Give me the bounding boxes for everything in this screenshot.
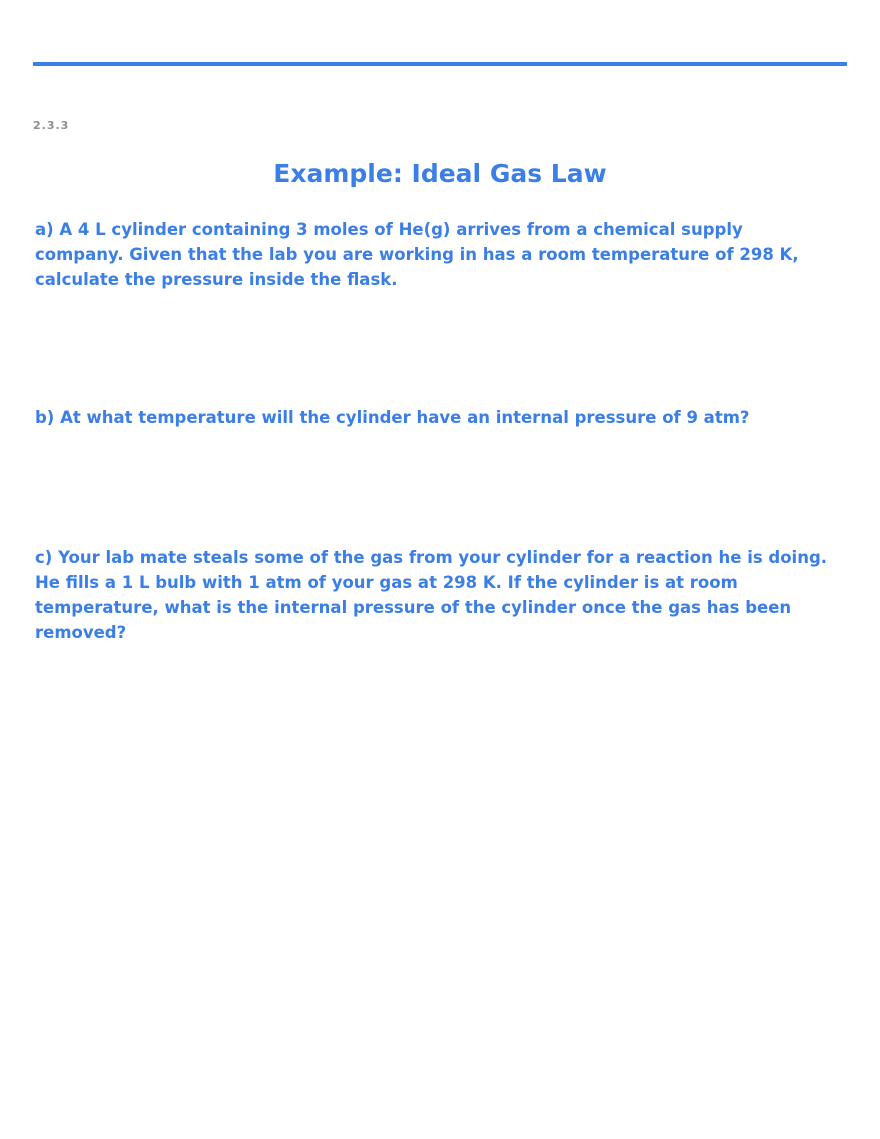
question-b: b) At what temperature will the cylinder have an internal pressure of 9 atm?	[35, 408, 750, 427]
page-title: Example: Ideal Gas Law	[273, 159, 607, 188]
question-a: a) A 4 L cylinder containing 3 moles of He(g) arrives from a chemical supply company. Given that the lab you are working in has a room temperature of 298 K, calculate the pressure inside the flask.	[35, 220, 799, 289]
section-number: 2.3.3	[33, 119, 70, 132]
header-divider	[33, 62, 847, 66]
question-c: c) Your lab mate steals some of the gas from your cylinder for a reaction he is doing. He fills a 1 L bulb with 1 atm of your gas at 298 K. If the cylinder is at room temperature, what is the internal pressure of the cylinder once the gas has been removed?	[35, 548, 828, 642]
